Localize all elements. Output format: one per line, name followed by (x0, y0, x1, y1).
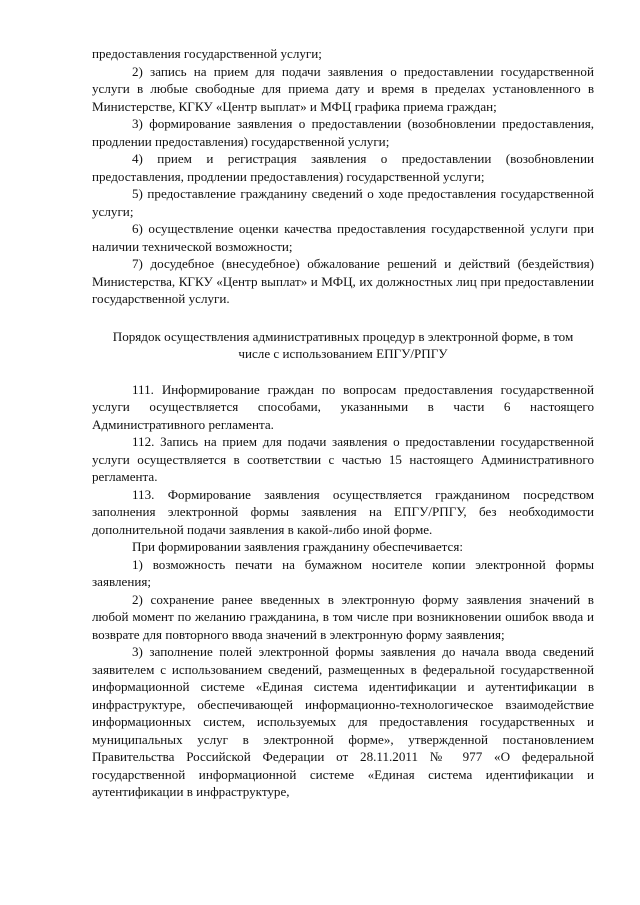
paragraph: 3) формирование заявления о предоставлении (возобновлении предоставления, продлении предоставления) государственной услуги; (92, 116, 594, 149)
paragraph: 7) досудебное (внесудебное) обжалование решений и действий (бездействия) Министерства, КГКУ «Центр выплат» и МФЦ, их должностных лиц при предоставлении государственной услуги. (92, 256, 594, 306)
paragraph: При формировании заявления гражданину обеспечивается: (132, 539, 463, 554)
section-heading: Порядок осуществления административных процедур в электронной форме, в том числе с использованием ЕПГУ/РПГУ (112, 328, 574, 361)
paragraph: 6) осуществление оценки качества предоставления государственной услуги при наличии технической возможности; (92, 221, 594, 254)
paragraph: 2) сохранение ранее введенных в электронную форму заявления значений в любой момент по желанию гражданина, в том числе при возникновении ошибок ввода и возврате для повторного ввода значений в электронную форму заявления; (92, 591, 594, 642)
paragraph: 113. Формирование заявления осуществляется гражданином посредством заполнения электронной формы заявления на ЕПГУ/РПГУ, без необходимости дополнительной подачи заявления в какой-либо иной форме. (92, 486, 594, 537)
paragraph: 3) заполнение полей электронной формы заявления до начала ввода сведений заявителем с использованием сведений, размещенных в федеральной государственной информационной системе «Единая система идентификации и аутентификации в инфраструктуре, обеспечивающей информационно-технологическое взаимодействие информационных систем, используемых для предоставления государственных и муниципальных услуг в электронной форме», утвержденной постановлением Правительства Российской Федерации от 28.11.2011 № 977 «О федеральной государственной информационной системе «Единая система идентификации и аутентификации в инфраструктуре, (92, 644, 594, 799)
paragraph: 111. Информирование граждан по вопросам предоставления государственной услуги осуществляется способами, указанными в части 6 настоящего Административного регламента. (92, 381, 594, 432)
list-block-top (92, 45, 594, 308)
paragraph: 1) возможность печати на бумажном носителе копии электронной формы заявления; (92, 556, 594, 589)
paragraph: 2) запись на прием для подачи заявления о предоставлении государственной услуги в любые свободные для приема дату и время в пределах установленного в Министерстве, КГКУ «Центр выплат» и МФЦ графика приема граждан; (92, 63, 594, 114)
paragraph: 4) прием и регистрация заявления о предоставлении (возобновлении предоставления, продлении предоставления) государственной услуги; (92, 151, 594, 184)
paragraph: предоставления государственной услуги; (92, 46, 322, 61)
paragraph: 5) предоставление гражданину сведений о ходе предоставления государственной услуги; (92, 186, 594, 219)
paragraph: 112. Запись на прием для подачи заявления о предоставлении государственной услуги осуществляется в соответствии с частью 15 настоящего Административного регламента. (92, 434, 594, 484)
list-block-bottom (92, 381, 594, 801)
